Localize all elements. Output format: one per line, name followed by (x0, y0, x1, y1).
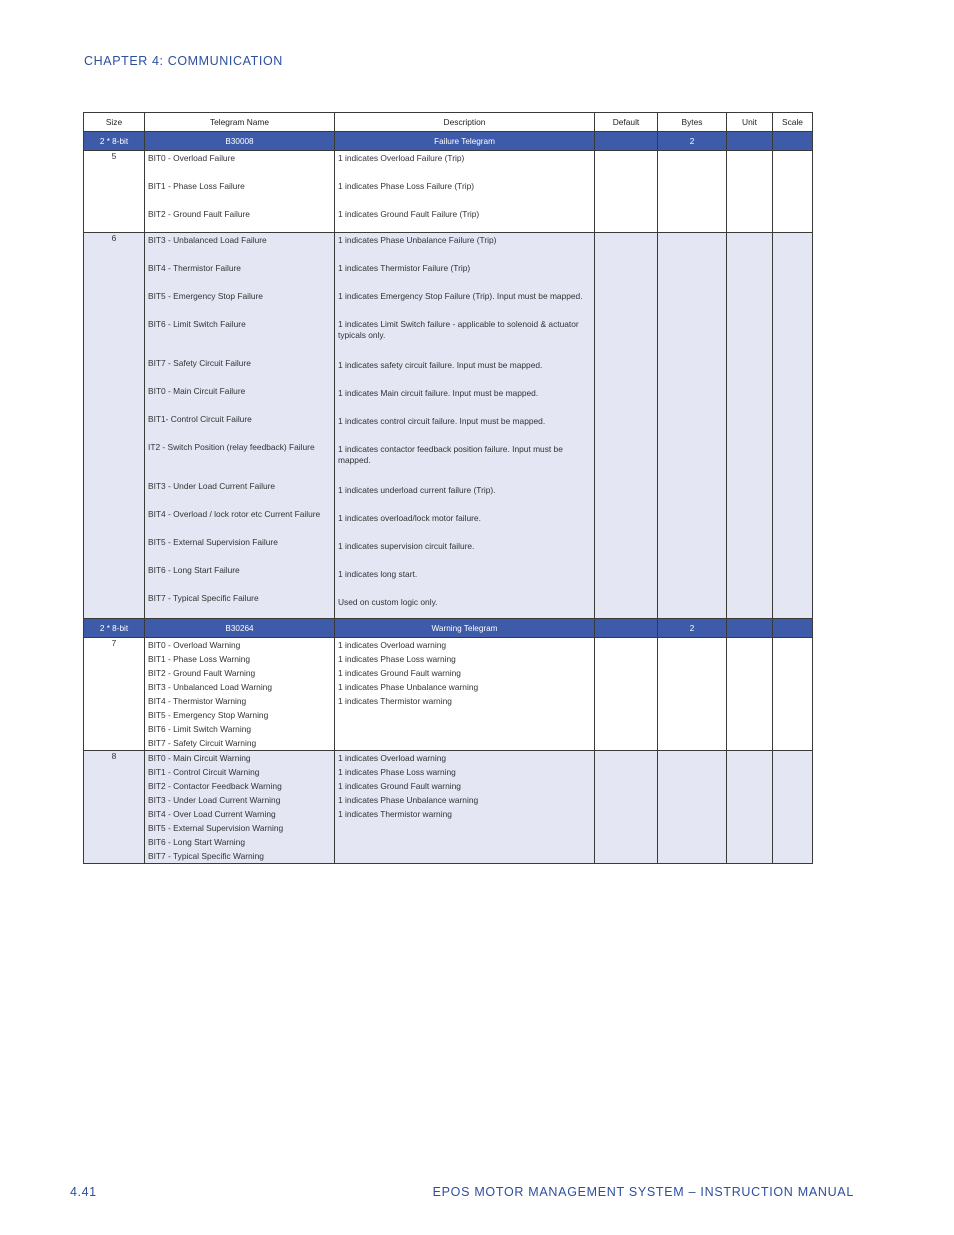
bit-description: 1 indicates long start. (338, 569, 418, 579)
col-header-telegram-name: Telegram Name (145, 113, 335, 132)
row-unit (727, 751, 773, 864)
bit-name: BIT6 - Long Start Failure (148, 565, 240, 575)
bit-name: BIT4 - Thermistor Failure (148, 263, 241, 273)
row-bit-names (145, 151, 335, 233)
chapter-heading: CHAPTER 4: COMMUNICATION (84, 54, 283, 68)
col-header-description: Description (335, 113, 595, 132)
bit-name: BIT3 - Unbalanced Load Failure (148, 235, 267, 245)
row-bit-names (145, 638, 335, 751)
bit-name: BIT1- Control Circuit Failure (148, 414, 252, 424)
row-bit-names (145, 751, 335, 864)
bit-name: BIT5 - External Supervision Failure (148, 537, 278, 547)
col-header-bytes: Bytes (658, 113, 727, 132)
row-bit-descriptions (335, 233, 595, 619)
bit-name: BIT2 - Contactor Feedback Warning (148, 781, 282, 791)
bit-description: 1 indicates Ground Fault warning (338, 781, 461, 791)
bit-name: BIT1 - Control Circuit Warning (148, 767, 260, 777)
bit-name: BIT0 - Overload Warning (148, 640, 241, 650)
bit-name: BIT4 - Thermistor Warning (148, 696, 247, 706)
row-size: 6 (84, 233, 145, 619)
bit-name: BIT3 - Under Load Current Failure (148, 481, 276, 491)
bit-name: BIT6 - Limit Switch Warning (148, 724, 252, 734)
col-header-scale: Scale (773, 113, 813, 132)
row-bytes (658, 751, 727, 864)
telegram-default (595, 132, 658, 151)
bit-name: IT2 - Switch Position (relay feedback) Failure (148, 442, 315, 452)
bit-name: BIT7 - Safety Circuit Warning (148, 738, 257, 748)
bit-description: 1 indicates Thermistor Failure (Trip) (338, 263, 471, 273)
bit-name: BIT0 - Main Circuit Warning (148, 753, 251, 763)
manual-title: EPOS MOTOR MANAGEMENT SYSTEM – INSTRUCTION MANUAL (432, 1185, 854, 1199)
bit-name: BIT4 - Overload / lock rotor etc Current Failure (148, 509, 321, 519)
bit-description: 1 indicates Limit Switch failure - applicable to solenoid & actuator typicals only. (338, 319, 579, 340)
bit-description: 1 indicates Phase Unbalance warning (338, 795, 479, 805)
bit-description: 1 indicates Ground Fault warning (338, 668, 461, 678)
row-bit-descriptions (335, 638, 595, 751)
row-bit-descriptions (335, 151, 595, 233)
col-header-size: Size (84, 113, 145, 132)
bit-description: 1 indicates Phase Loss warning (338, 654, 456, 664)
bit-description: 1 indicates safety circuit failure. Input must be mapped. (338, 360, 543, 370)
telegram-bytes: 2 (658, 619, 727, 638)
bit-description: 1 indicates Phase Unbalance warning (338, 682, 479, 692)
row-size: 8 (84, 751, 145, 864)
bit-description: 1 indicates Thermistor warning (338, 696, 452, 706)
bit-description: 1 indicates contactor feedback position failure. Input must be mapped. (338, 444, 563, 465)
table-row (84, 233, 813, 619)
telegram-size: 2 * 8-bit (84, 619, 145, 638)
row-default (595, 751, 658, 864)
bit-description: 1 indicates Phase Loss Failure (Trip) (338, 181, 475, 191)
telegram-unit (727, 132, 773, 151)
bit-name: BIT6 - Limit Switch Failure (148, 319, 246, 329)
row-default (595, 638, 658, 751)
telegram-size: 2 * 8-bit (84, 132, 145, 151)
bit-description: 1 indicates Thermistor warning (338, 809, 452, 819)
bit-description: 1 indicates Ground Fault Failure (Trip) (338, 209, 480, 219)
row-default (595, 233, 658, 619)
failure-telegram-row (84, 132, 813, 151)
row-unit (727, 638, 773, 751)
bit-name: BIT7 - Typical Specific Failure (148, 593, 259, 603)
bit-name: BIT4 - Over Load Current Warning (148, 809, 276, 819)
row-scale (773, 233, 813, 619)
bit-name: BIT5 - Emergency Stop Failure (148, 291, 263, 301)
register-table (83, 112, 813, 864)
row-size: 7 (84, 638, 145, 751)
bit-description: 1 indicates overload/lock motor failure. (338, 513, 481, 523)
bit-name: BIT1 - Phase Loss Failure (148, 181, 245, 191)
col-header-unit: Unit (727, 113, 773, 132)
row-unit (727, 233, 773, 619)
bit-description: 1 indicates Phase Unbalance Failure (Trip) (338, 235, 497, 245)
table-header-row (84, 113, 813, 132)
bit-description: 1 indicates Overload warning (338, 640, 447, 650)
row-bit-names (145, 233, 335, 619)
bit-name: BIT7 - Safety Circuit Failure (148, 358, 251, 368)
page-number: 4.41 (70, 1185, 97, 1199)
row-size: 5 (84, 151, 145, 233)
bit-name: BIT5 - Emergency Stop Warning (148, 710, 269, 720)
telegram-unit (727, 619, 773, 638)
row-unit (727, 151, 773, 233)
bit-name: BIT5 - External Supervision Warning (148, 823, 284, 833)
bit-description: 1 indicates control circuit failure. Input must be mapped. (338, 416, 546, 426)
bit-description: 1 indicates Main circuit failure. Input must be mapped. (338, 388, 539, 398)
row-bit-descriptions (335, 751, 595, 864)
bit-description: Used on custom logic only. (338, 597, 438, 607)
telegram-name: B30008 (145, 132, 335, 151)
row-bytes (658, 151, 727, 233)
row-default (595, 151, 658, 233)
row-bytes (658, 638, 727, 751)
telegram-description: Failure Telegram (335, 132, 595, 151)
row-bytes (658, 233, 727, 619)
telegram-description: Warning Telegram (335, 619, 595, 638)
bit-description: 1 indicates Overload Failure (Trip) (338, 153, 465, 163)
bit-name: BIT1 - Phase Loss Warning (148, 654, 251, 664)
bit-name: BIT6 - Long Start Warning (148, 837, 245, 847)
bit-description: 1 indicates Overload warning (338, 753, 447, 763)
bit-description: 1 indicates supervision circuit failure. (338, 541, 475, 551)
row-scale (773, 751, 813, 864)
bit-name: BIT0 - Main Circuit Failure (148, 386, 246, 396)
telegram-scale (773, 619, 813, 638)
bit-description: 1 indicates underload current failure (Trip). (338, 485, 496, 495)
bit-name: BIT3 - Under Load Current Warning (148, 795, 281, 805)
table-row (84, 638, 813, 751)
telegram-name: B30264 (145, 619, 335, 638)
bit-name: BIT2 - Ground Fault Warning (148, 668, 256, 678)
telegram-default (595, 619, 658, 638)
telegram-bytes: 2 (658, 132, 727, 151)
bit-name: BIT7 - Typical Specific Warning (148, 851, 264, 861)
table-row (84, 751, 813, 864)
col-header-default: Default (595, 113, 658, 132)
telegram-scale (773, 132, 813, 151)
warning-telegram-row (84, 619, 813, 638)
row-scale (773, 638, 813, 751)
table-row (84, 151, 813, 233)
bit-name: BIT0 - Overload Failure (148, 153, 236, 163)
bit-description: 1 indicates Emergency Stop Failure (Trip). Input must be mapped. (338, 291, 583, 301)
row-scale (773, 151, 813, 233)
bit-name: BIT2 - Ground Fault Failure (148, 209, 250, 219)
bit-name: BIT3 - Unbalanced Load Warning (148, 682, 272, 692)
bit-description: 1 indicates Phase Loss warning (338, 767, 456, 777)
